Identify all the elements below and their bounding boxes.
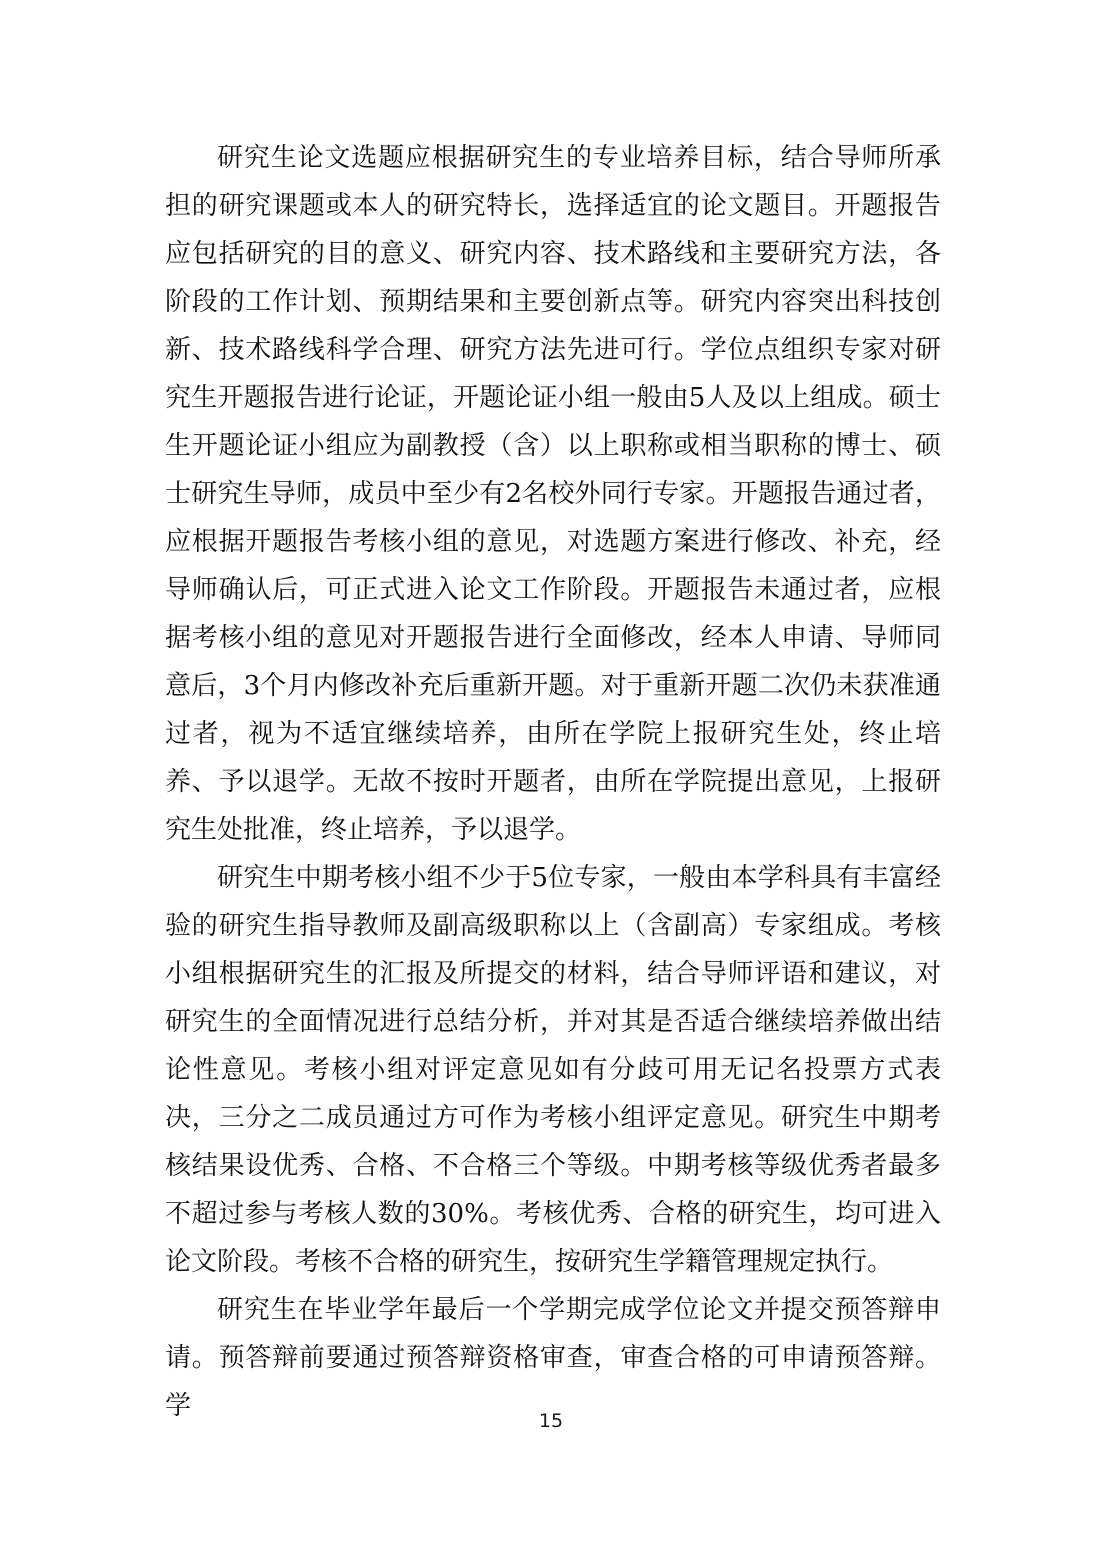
paragraph-midterm-assessment: 研究生中期考核小组不少于5位专家，一般由本学科具有丰富经验的研究生指导教师及副高级职称以上（含副高）专家组成。考核小组根据研究生的汇报及所提交的材料，结合导师评语和建议，对研究生的全面情况进行总结分析，并对其是否适合继续培养做出结论性意见。考核小组对评定意见如有分歧可用无记名投票方式表决，三分之二成员通过方可作为考核小组评定意见。研究生中期考核结果设优秀、合格、不合格三个等级。中期考核等级优秀者最多不超过参与考核人数的30%。考核优秀、合格的研究生，均可进入论文阶段。考核不合格的研究生，按研究生学籍管理规定执行。 [165,863,941,1277]
paragraph-pre-defense: 研究生在毕业学年最后一个学期完成学位论文并提交预答辩申请。预答辩前要通过预答辩资格审查，审查合格的可申请预答辩。学 [165,1295,941,1421]
page-footer [0,1410,1102,1432]
paragraph-thesis-topic-selection: 研究生论文选题应根据研究生的专业培养目标，结合导师所承担的研究课题或本人的研究特长，选择适宜的论文题目。开题报告应包括研究的目的意义、研究内容、技术路线和主要研究方法，各阶段的工作计划、预期结果和主要创新点等。研究内容突出科技创新、技术路线科学合理、研究方法先进可行。学位点组织专家对研究生开题报告进行论证，开题论证小组一般由5人及以上组成。硕士生开题论证小组应为副教授（含）以上职称或相当职称的博士、硕士研究生导师，成员中至少有2名校外同行专家。开题报告通过者，应根据开题报告考核小组的意见，对选题方案进行修改、补充，经导师确认后，可正式进入论文工作阶段。开题报告未通过者，应根据考核小组的意见对开题报告进行全面修改，经本人申请、导师同意后，3个月内修改补充后重新开题。对于重新开题二次仍未获准通过者，视为不适宜继续培养，由所在学院上报研究生处，终止培养、予以退学。无故不按时开题者，由所在学院提出意见，上报研究生处批准，终止培养，予以退学。 [165,143,941,845]
page-number: 15 [538,1410,564,1432]
document-body [165,134,941,1430]
